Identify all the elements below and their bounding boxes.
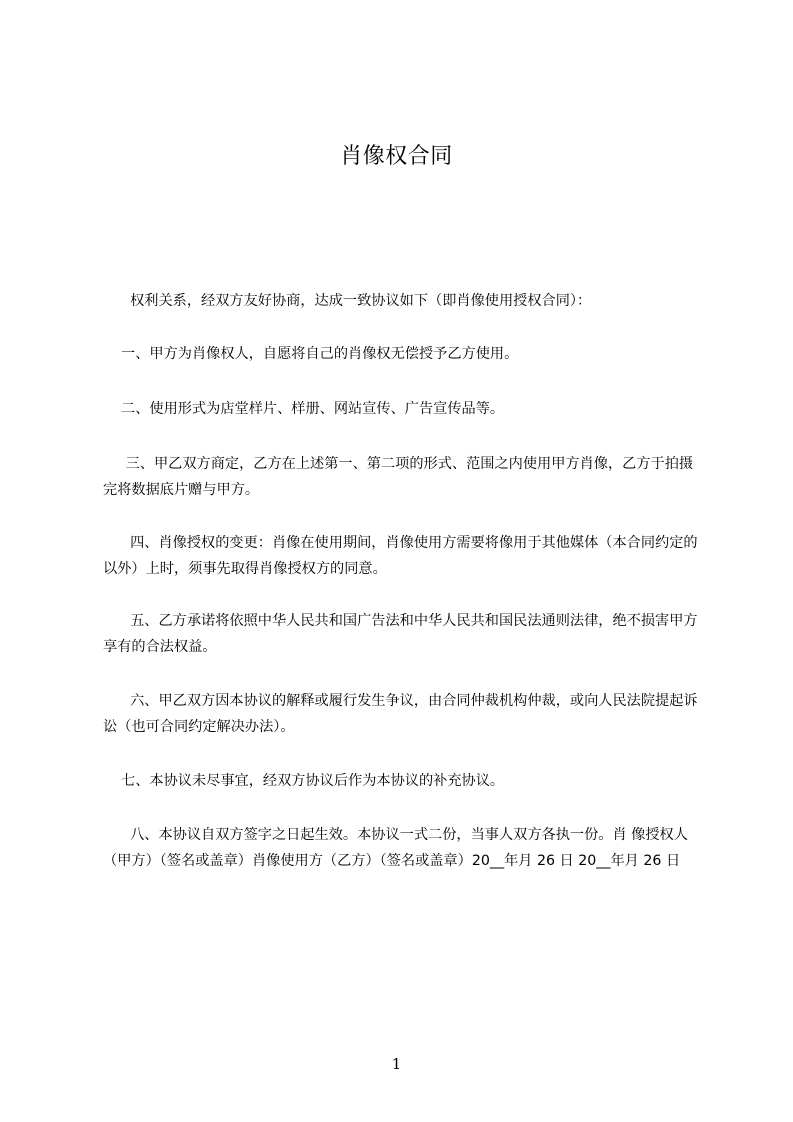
page-number: 1	[391, 1055, 402, 1073]
clause-8-signature: 八、本协议自双方签字之日起生效。本协议一式二份，当事人双方各执一份。肖 像授权人（甲方）（签名或盖章）肖像使用方（乙方）（签名或盖章）20__年月 26 日 20__年月 26 日	[103, 827, 688, 869]
document-title: 肖像权合同	[340, 144, 453, 169]
clause-1: 一、甲方为肖像权人，自愿将自己的肖像权无偿授予乙方使用。	[103, 346, 519, 362]
clause-5: 五、乙方承诺将依照中华人民共和国广告法和中华人民共和国民法通则法律，绝不损害甲方享有的合法权益。	[103, 613, 698, 655]
paragraph-intro: 权利关系，经双方友好协商，达成一致协议如下（即肖像使用授权合同）：	[103, 293, 592, 309]
clause-2: 二、使用形式为店堂样片、样册、网站宣传、广告宣传品等。	[103, 401, 505, 417]
clause-6: 六、甲乙双方因本协议的解释或履行发生争议，由合同仲裁机构仲裁，或向人民法院提起诉讼（也可合同约定解决办法）。	[103, 693, 698, 735]
clause-3: 三、甲乙双方商定，乙方在上述第一、第二项的形式、范围之内使用甲方肖像，乙方于拍摄完将数据底片赠与甲方。	[103, 456, 694, 498]
clause-4: 四、肖像授权的变更：肖像在使用期间，肖像使用方需要将像用于其他媒体（本合同约定的以外）上时，须事先取得肖像授权方的同意。	[103, 535, 698, 577]
clause-7: 七、本协议未尽事宜，经双方协议后作为本协议的补充协议。	[103, 773, 505, 789]
